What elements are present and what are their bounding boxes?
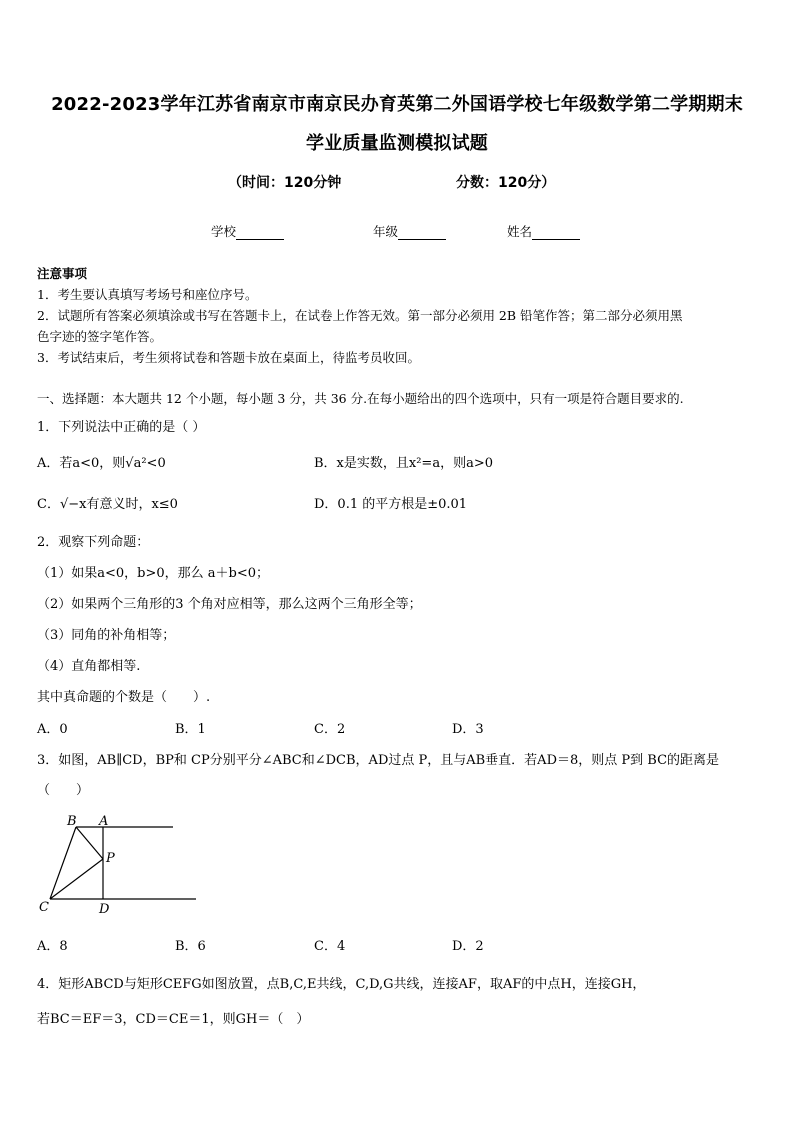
q1-option-b: B．x是实数，且x²=a，则a>0 bbox=[314, 456, 493, 471]
q4-line1: 4．矩形ABCD与矩形CEFG如图放置，点B,C,E共线，C,D,G共线，连接AF，取AF的中点H，连接GH， bbox=[37, 977, 646, 992]
grade-blank bbox=[398, 227, 446, 240]
grade-label: 年级 bbox=[373, 224, 399, 239]
exam-score: 分数：120分） bbox=[456, 175, 556, 191]
q2-option-b: B．1 bbox=[175, 722, 206, 737]
name-field bbox=[507, 222, 580, 240]
q1-option-d: D．0.1 的平方根是±0.01 bbox=[314, 497, 468, 512]
q2-item: （3）同角的补角相等； bbox=[37, 628, 176, 643]
q4-line2: 若BC＝EF＝3，CD＝CE＝1，则GH＝（ ） bbox=[37, 1012, 310, 1027]
q2-stem: 2．观察下列命题： bbox=[37, 535, 150, 550]
q3-option-c: C．4 bbox=[314, 939, 346, 954]
exam-title-line1: 2022-2023学年江苏省南京市南京民办育英第二外国语学校七年级数学第二学期期末 bbox=[51, 94, 743, 115]
q1-option-a: A．若a<0，则√a²<0 bbox=[37, 456, 166, 471]
q3-stem: 3．如图，AB∥CD，BP和 CP分别平分∠ABC和∠DCB，AD过点 P，且与AB垂直．若AD＝8，则点 P到 BC的距离是 bbox=[37, 753, 720, 768]
school-field bbox=[211, 222, 284, 240]
exam-time: （时间：120分钟 bbox=[228, 175, 342, 191]
line-bp bbox=[76, 827, 103, 859]
notice-heading: 注意事项 bbox=[37, 266, 88, 281]
notice-item: 2．试题所有答案必须填涂或书写在答题卡上，在试卷上作答无效。第一部分必须用 2B 铅笔作答；第二部分必须用黑 bbox=[37, 308, 683, 323]
label-p: P bbox=[106, 851, 115, 866]
exam-title-line2: 学业质量监测模拟试题 bbox=[306, 133, 488, 154]
section-heading: 一、选择题：本大题共 12 个小题，每小题 3 分，共 36 分.在每小题给出的四个选项中，只有一项是符合题目要求的. bbox=[37, 391, 684, 406]
q1-option-c: C．√−x有意义时，x≤0 bbox=[37, 497, 178, 512]
q3-figure bbox=[36, 812, 206, 916]
label-c: C bbox=[39, 900, 49, 915]
notice-item: 色字迹的签字笔作答。 bbox=[37, 329, 163, 344]
q2-option-a: A．0 bbox=[37, 722, 68, 737]
q2-option-d: D．3 bbox=[452, 722, 484, 737]
q1-stem: 1．下列说法中正确的是（ ） bbox=[37, 420, 206, 435]
label-d: D bbox=[99, 902, 110, 916]
q3-option-a: A．8 bbox=[37, 939, 68, 954]
grade-field bbox=[373, 222, 446, 240]
notice-item: 1．考生要认真填写考场号和座位序号。 bbox=[37, 287, 258, 302]
q2-question: 其中真命题的个数是（ ）. bbox=[37, 690, 211, 705]
q2-item: （2）如果两个三角形的3 个角对应相等，那么这两个三角形全等； bbox=[37, 597, 422, 612]
notice-item: 3．考试结束后，考生须将试卷和答题卡放在桌面上，待监考员收回。 bbox=[37, 350, 420, 365]
q3-stem-blank: （ ） bbox=[37, 783, 90, 798]
label-a: A bbox=[99, 814, 109, 829]
q2-item: （4）直角都相等. bbox=[37, 659, 141, 674]
school-label: 学校 bbox=[211, 224, 237, 239]
q2-item: （1）如果a<0，b>0，那么 a＋b<0； bbox=[37, 566, 270, 581]
line-cp bbox=[50, 859, 103, 899]
label-b: B bbox=[67, 814, 77, 829]
q2-option-c: C．2 bbox=[314, 722, 346, 737]
line-bc bbox=[50, 827, 76, 899]
q3-option-d: D．2 bbox=[452, 939, 484, 954]
school-blank bbox=[236, 227, 284, 240]
name-blank bbox=[532, 227, 580, 240]
name-label: 姓名 bbox=[507, 224, 533, 239]
q3-option-b: B．6 bbox=[175, 939, 206, 954]
